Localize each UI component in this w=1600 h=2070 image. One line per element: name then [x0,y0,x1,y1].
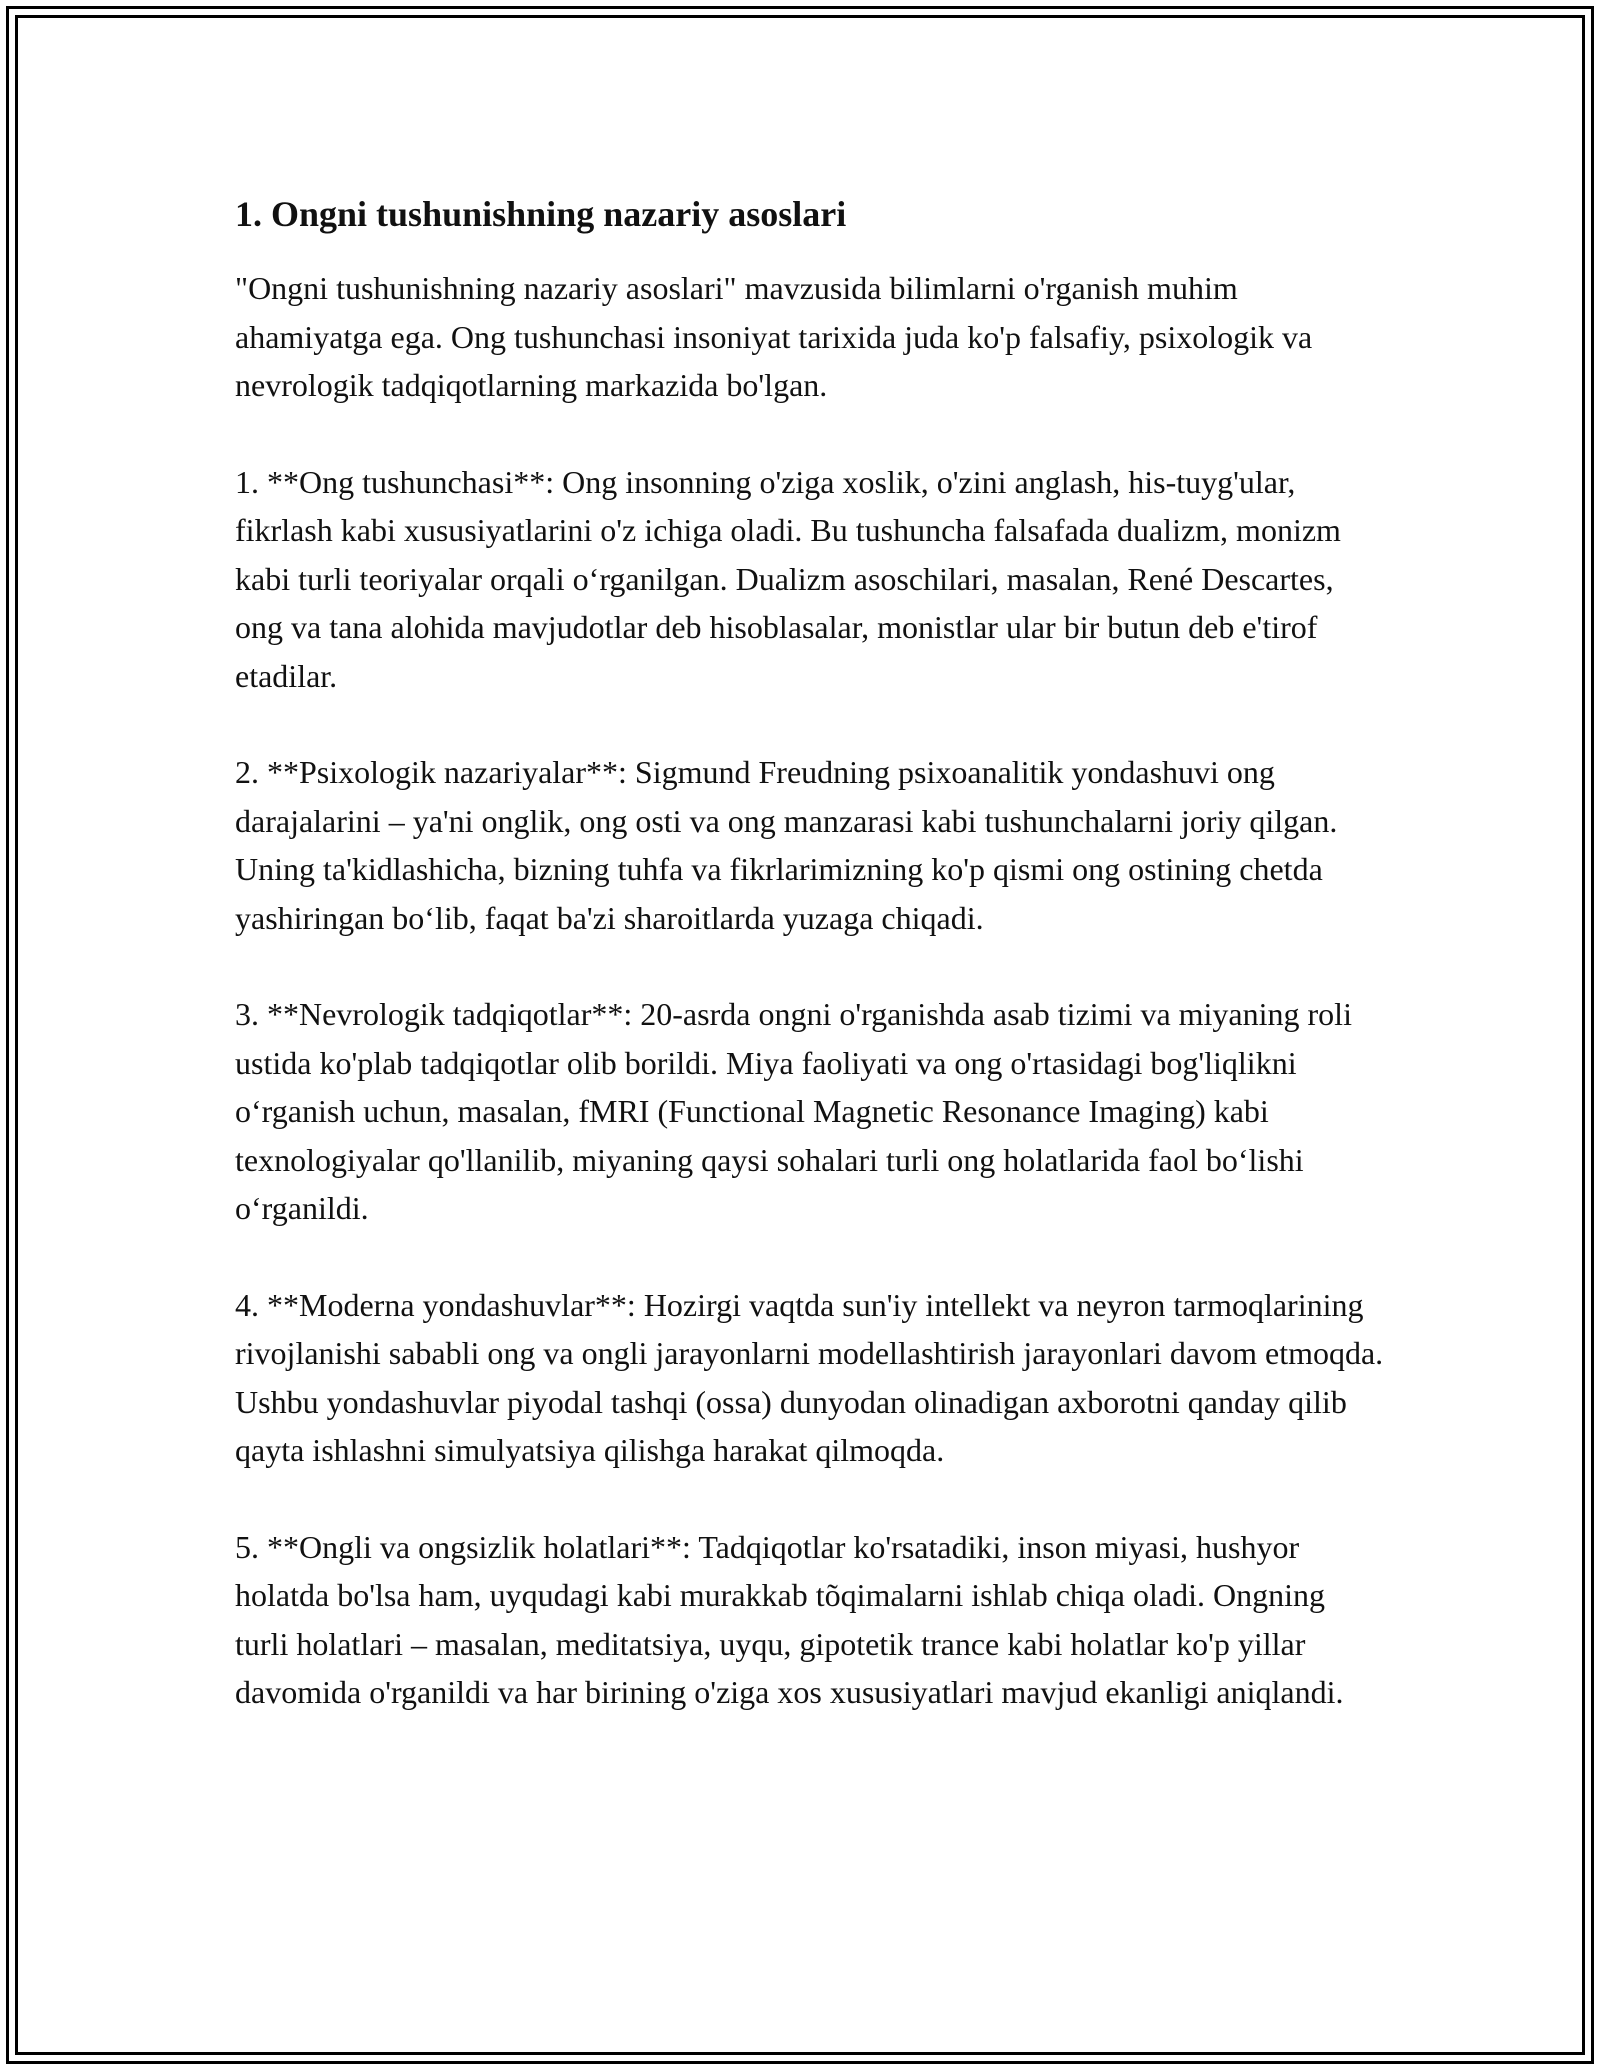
paragraph-moderna-yondashuvlar: 4. **Moderna yondashuvlar**: Hozirgi vaqtda sun'iy intellekt va neyron tarmoqlarining rivojlanishi sababli ong va ongli jarayonlarni modellashtirish jarayonlari davom etmoqda. Ushbu yondashuvlar piyodal tashqi (ossa) dunyodan olinadigan axborotni qanday qilib qayta ishlashni simulyatsiya qilishga harakat qilmoqda. [235,1286,1384,1468]
intro-paragraph: "Ongni tushunishning nazariy asoslari" mavzusida bilimlarni o'rganish muhim ahamiyatga ega. Ong tushunchasi insoniyat tarixida juda ko'p falsafiy, psixologik va nevrologik tadqiqotlarning markazida bo'lgan. [235,270,1313,403]
paragraph-psixologik-nazariyalar: 2. **Psixologik nazariyalar**: Sigmund Freudning psixoanalitik yondashuvi ong darajalarini – ya'ni onglik, ong osti va ong manzarasi kabi tushunchalarni joriy qilgan. Uning ta'kidlashicha, bizning tuhfa va fikrlarimizning ko'p qismi ong ostining chetda yashiringan bo‘lib, faqat ba'zi sharoitlarda yuzaga chiqadi. [235,754,1338,936]
paragraph-ong-tushunchasi: 1. **Ong tushunchasi**: Ong insonning o'ziga xoslik, o'zini anglash, his-tuyg'ular, fikrlash kabi xususiyatlarini o'z ichiga oladi. Bu tushuncha falsafada dualizm, monizm kabi turli teoriyalar orqali o‘rganilgan. Dualizm asoschilari, masalan, René Descartes, ong va tana alohida mavjudotlar deb hisoblasalar, monistlar ular bir butun deb e'tirof etadilar. [235,463,1341,694]
section-heading: 1. Ongni tushunishning nazariy asoslari [235,194,847,234]
document-page [235,190,1385,1765]
paragraph-ongli-ongsizlik: 5. **Ongli va ongsizlik holatlari**: Tadqiqotlar ko'rsatadiki, inson miyasi, hushyor holatda bo'lsa ham, uyqudagi kabi murakkab tõqimalarni ishlab chiqa oladi. Ongning turli holatlari – masalan, meditatsiya, uyqu, gipotetik trance kabi holatlar ko'p yillar davomida o'rganildi va har birining o'ziga xos xususiyatlari mavjud ekanligi aniqlandi. [235,1528,1344,1710]
paragraph-nevrologik-tadqiqotlar: 3. **Nevrologik tadqiqotlar**: 20-asrda ongni o'rganishda asab tizimi va miyaning roli ustida ko'plab tadqiqotlar olib borildi. Miya faoliyati va ong o'rtasidagi bog'liqlikni o‘rganish uchun, masalan, fMRI (Functional Magnetic Resonance Imaging) kabi texnologiyalar qo'llanilib, miyaning qaysi sohalari turli ong holatlarida faol bo‘lishi o‘rganildi. [235,996,1352,1226]
